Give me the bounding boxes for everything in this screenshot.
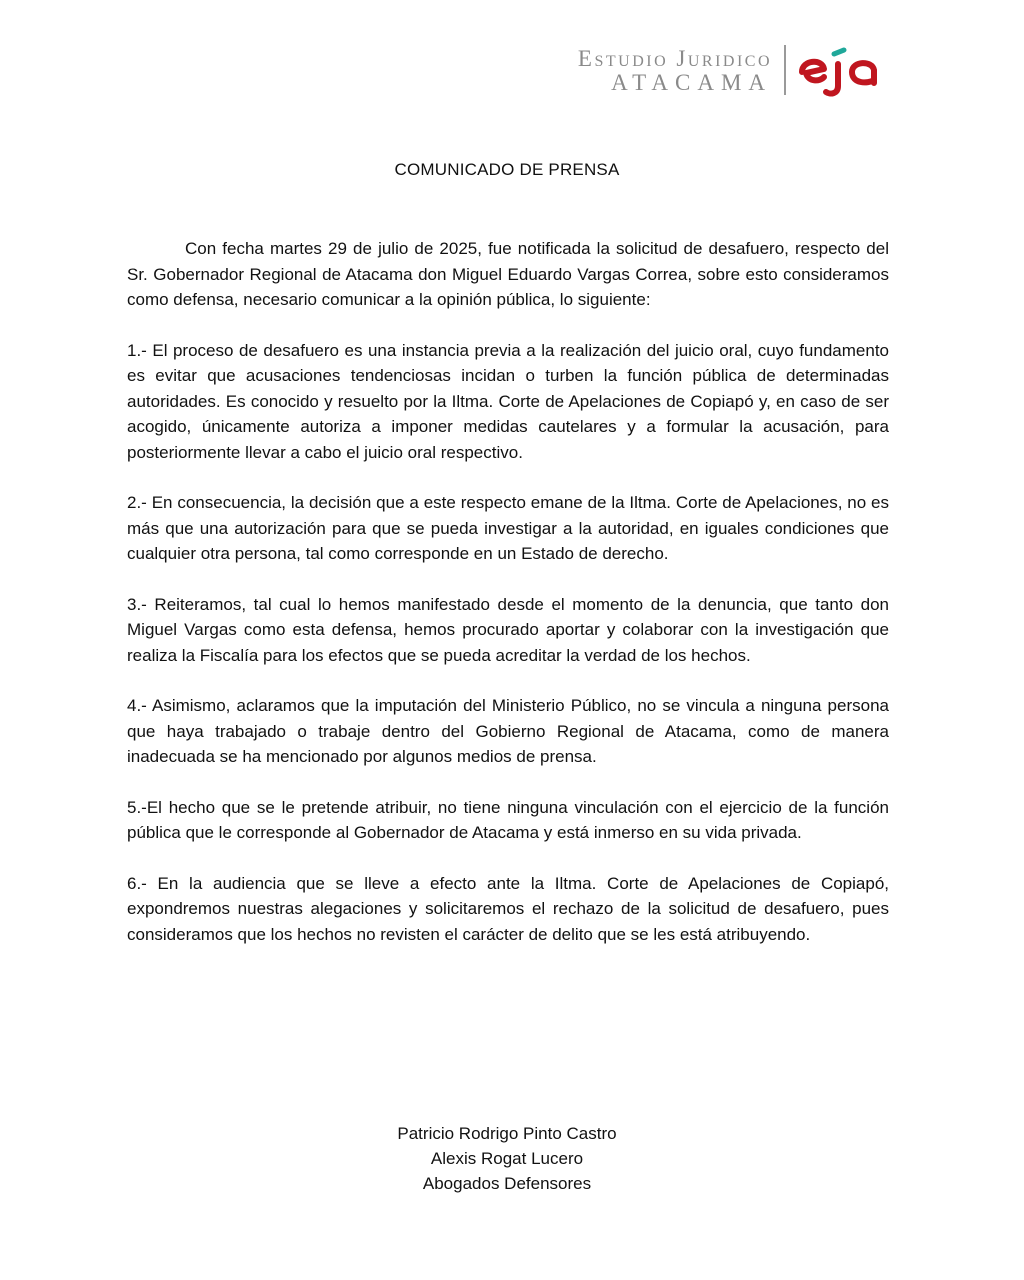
intro-paragraph: Con fecha martes 29 de julio de 2025, fue notificada la solicitud de desafuero, respecto del Sr. Gobernador Regional de Atacama don Miguel Eduardo Vargas Correa, sobre esto consideramos como defensa, necesario comunicar a la opinión pública, lo siguiente: xyxy=(127,239,889,309)
point-6-paragraph: 6.- En la audiencia que se lleve a efecto ante la Iltma. Corte de Apelaciones de Copiapó, expondremos nuestras alegaciones y solicitaremos el rechazo de la solicitud de desafuero, pues consideramos que los hechos no revisten el carácter de delito que se les está atribuyendo. xyxy=(127,873,889,944)
point-1-paragraph: 1.- El proceso de desafuero es una instancia previa a la realización del juicio oral, cuyo fundamento es evitar que acusaciones tendenciosas incidan o turben la función pública de determinadas autoridades. Es conocido y resuelto por la Iltma. Corte de Apelaciones de Copiapó y, en caso de ser acogido, únicamente autoriza a imponer medidas cautelares y a formular la acusación, para posteriormente llevar a cabo el juicio oral respectivo. xyxy=(127,340,889,462)
point-2-paragraph: 2.- En consecuencia, la decisión que a este respecto emane de la Iltma. Corte de Apelaciones, no es más que una autorización para que se pueda investigar a la autoridad, en iguales condiciones que cualquier otra persona, tal como corresponde en un Estado de derecho. xyxy=(127,493,889,563)
document-body xyxy=(127,236,889,947)
eja-logo-icon xyxy=(796,42,892,98)
signatory-name-2: Alexis Rogat Lucero xyxy=(430,1149,584,1168)
point-4-paragraph: 4.- Asimismo, aclaramos que la imputación del Ministerio Público, no se vincula a ninguna persona que haya trabajado o trabaje dentro del Gobierno Regional de Atacama, como de manera inadecuada se ha mencionado por algunos medios de prensa. xyxy=(127,696,889,766)
firm-logo xyxy=(578,40,892,100)
logo-divider xyxy=(784,45,786,95)
signatory-name-1: Patricio Rodrigo Pinto Castro xyxy=(397,1124,617,1143)
signatory-role: Abogados Defensores xyxy=(422,1174,592,1193)
point-5-paragraph: 5.-El hecho que se le pretende atribuir, no tiene ninguna vinculación con el ejercicio de la función pública que le corresponde al Gobernador de Atacama y está inmerso en su vida privada. xyxy=(127,797,889,842)
signature-block xyxy=(0,1121,1014,1196)
firm-name xyxy=(578,47,772,94)
document-title: COMUNICADO DE PRENSA xyxy=(394,160,620,179)
firm-name-line2: ATACAMA xyxy=(611,69,772,95)
point-3-paragraph: 3.- Reiteramos, tal cual lo hemos manifestado desde el momento de la denuncia, que tanto don Miguel Vargas como esta defensa, hemos procurado aportar y colaborar con la investigación que realiza la Fiscalía para los efectos que se pueda acreditar la verdad de los hechos. xyxy=(127,594,889,665)
firm-name-line1: Estudio Juridico xyxy=(577,45,772,71)
